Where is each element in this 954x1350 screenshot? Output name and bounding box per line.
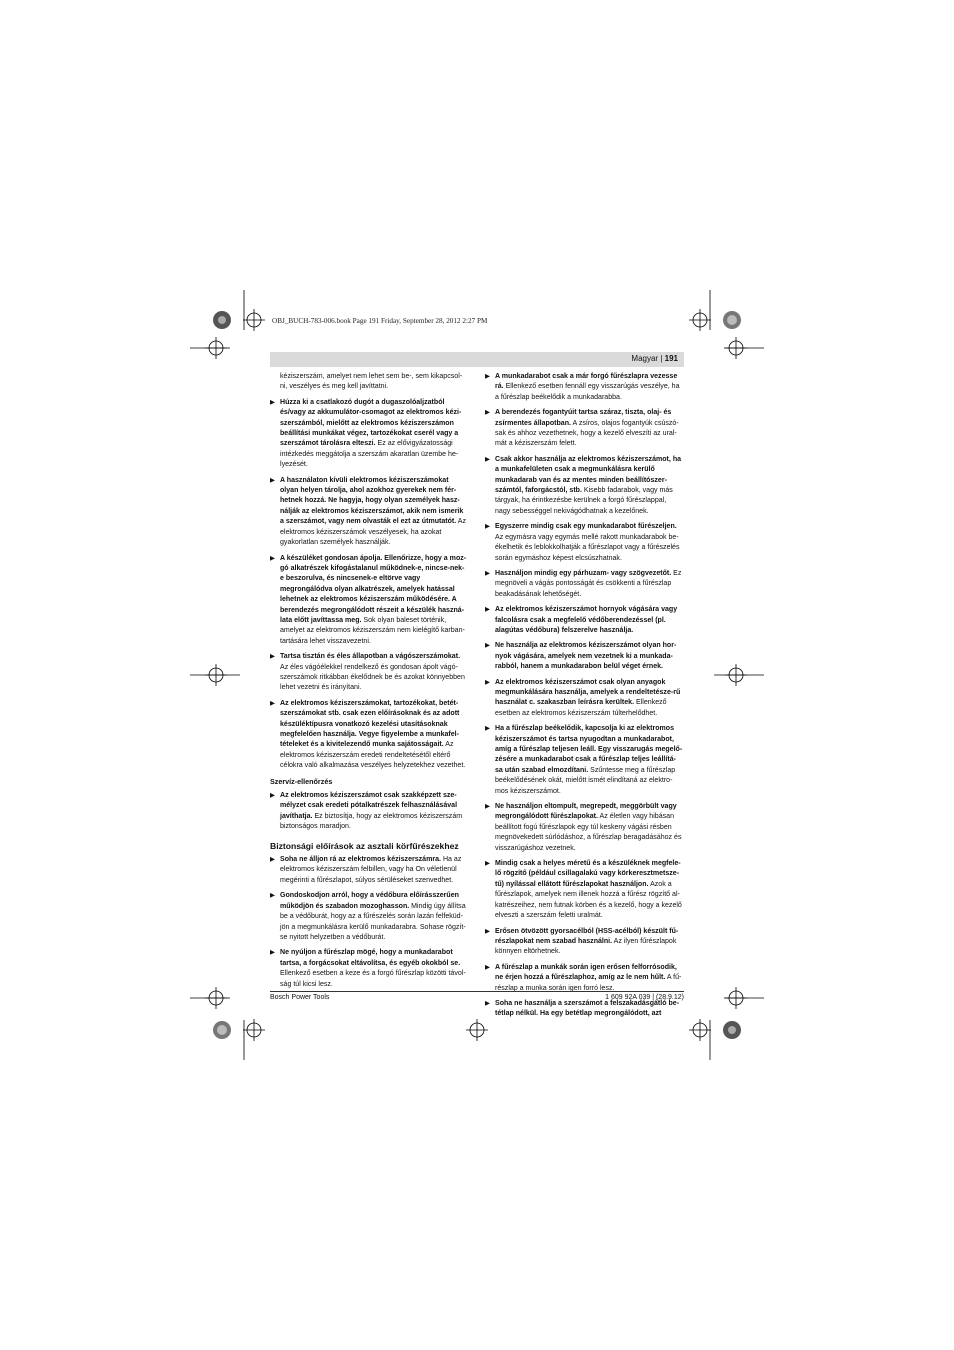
bullet-arrow-icon: ▶ [485,523,490,531]
bullet-text: Ellenkező esetben a keze és a forgó fűrészlap közötti távol-ság túl kicsi lesz. [280,970,466,988]
bullet-arrow-icon: ▶ [485,409,490,417]
bullet-item [485,605,683,636]
bullet-bold-text: Húzza ki a csatlakozó dugót a dugaszolóaljzatból és/vagy az akkumulátor-csomagot az elektromos kézi-szerszámból, mielőtt az elektromos kéziszerszámon beállítási munkákat végez, tartozékokat cserél vagy a szerszámot tárolásra elteszi. [280,398,462,448]
bullet-item [270,699,468,772]
bullet-text: Ellenkező esetben az elektromos kéziszerszám túlterhelődhet. [495,699,667,717]
bullet-item [485,455,683,517]
bullet-bold-text: Ne nyúljon a fűrészlap mögé, hogy a munkadarabot tartsa, a forgácsokat eltávolítsa, és egyéb okokból se. [280,949,461,967]
bullet-item [485,641,683,672]
bullet-arrow-icon: ▶ [485,999,490,1007]
bullet-item [485,963,683,994]
bullet-bold-text: Csak akkor használja az elektromos kéziszerszámot, ha a munkafelületen csak a megmunkálásra kerülő munkadarab van és az mentes minden beállítószer-számtól, faforgácstól, stb. [495,455,682,495]
bullet-arrow-icon: ▶ [485,678,490,686]
bullet-text: Az ilyen fűrészlapok könnyen eltörhetnek. [495,937,677,956]
bullet-arrow-icon: ▶ [270,856,275,864]
page-header [631,354,678,363]
bullet-item [270,855,468,886]
bullet-text: Az elektromos kéziszerszámok veszélyesek, ha azokat gyakorlatlan személyek használják. [280,518,467,547]
right-item-list [485,372,683,1020]
bullet-item [270,398,468,471]
bullet-item [270,948,468,990]
bullet-item [485,724,683,797]
bullet-text: Kisebb fadarabok, vagy más tárgyak, ha érintkezésbe kerülnek a forgó fűrészlappal, nagy sebességgel nekivágódhatnak a kezelőnek. [495,487,673,515]
bullet-text: Mindig úgy állítsa be a védőburát, hogy az a fűrészelés során lazán felfeküd-jön a megmunkálásra kerülő munkadarabra. Sohase rögzít-se nyitott helyzetben a védőburát. [280,902,466,941]
intro-paragraph: kéziszerszám, amelyet nem lehet sem be-, sem kikapcsol-ni, veszélyes és meg kell javíttatni. [280,373,463,391]
bullet-text: Az elektromos kéziszerszám eredeti rendeltetésétől eltérő célokra való alkalmazása veszélyes helyzetekhez vezethet. [280,741,466,770]
bullet-item [485,802,683,854]
bullet-arrow-icon: ▶ [485,927,490,935]
bullet-text: Szűntesse meg a fűrészlap beékelődésének okát, mielőtt ismét elindítaná az elektro-mos kéziszerszámot. [495,766,676,795]
bullet-arrow-icon: ▶ [270,949,275,957]
bullet-item [485,927,683,958]
bullet-text: Ez az elővigyázatossági intézkedés meggátolja a szerszám akaratlan üzembe he-lyezését. [280,440,459,469]
page-number: 191 [664,354,678,363]
header-separator: | [658,354,665,363]
bullet-arrow-icon: ▶ [270,554,275,562]
bullet-item [485,859,683,921]
bullet-text: A fű-részlap a munka során igen forró lesz. [495,974,682,992]
bullet-item [485,999,683,1020]
bullet-item [485,678,683,720]
bullet-item [485,522,683,564]
bullet-text: Ha az elektromos kéziszerszám felbillen, vagy ha On véletlenül megérinti a fűrészlapot, súlyos sérüléseket szenvedhet. [280,856,462,884]
bullet-arrow-icon: ▶ [485,455,490,463]
right-column [485,372,683,1025]
bullet-bold-text: Használjon mindig egy párhuzam- vagy szögvezetőt. [495,569,672,577]
bullet-arrow-icon: ▶ [485,569,490,577]
bullet-text: Az életlen vagy hibásan beállított fogú fűrészlapok egy túl keskeny vágási résben megnövekedett súrlódáshoz, a fűrészlap beragadásához és visszarúgáshoz vezetnek. [495,813,682,852]
bullet-bold-text: Egyszerre mindig csak egy munkadarabot fűrészeljen. [495,523,677,531]
section-heading: Biztonsági előírások az asztali körfűrészekhez [270,840,459,851]
footer-doc-number: 1 609 92A 039 | (28.9.12) [605,994,684,1001]
bullet-bold-text: A fűrészlap a munkák során igen erősen felforrósodik, ne érjen hozzá a fűrészlaphoz, amíg az le nem hűlt. [495,963,677,982]
bullet-arrow-icon: ▶ [485,860,490,868]
print-job-header: OBJ_BUCH-783-006.book Page 191 Friday, September 28, 2012 2:27 PM [272,317,488,325]
footer-rule [270,991,684,992]
bullet-bold-text: A használaton kívüli elektromos kéziszerszámokat olyan helyen tárolja, ahol azokhoz gyerekek nem fér-hetnek hozzá. Ne hagyja, hogy olyan személyek hasz-nálják az elektromos kéziszerszámot, akik nem ismerik a szerszámot, vagy nem olvasták el ezt az útmutatót. [280,476,464,526]
bullet-arrow-icon: ▶ [485,642,490,650]
bullet-item [270,652,468,694]
left-column [270,372,468,995]
bullet-item [270,791,468,833]
bullet-bold-text: Soha ne álljon rá az elektromos kéziszerszámra. [280,856,441,864]
bullet-arrow-icon: ▶ [270,653,275,661]
bullet-arrow-icon: ▶ [270,398,275,406]
page-header-bar [270,352,684,367]
bullet-bold-text: A berendezés fogantyúit tartsa száraz, tiszta, olaj- és zsírmentes állapotban. [495,409,672,427]
bullet-arrow-icon: ▶ [485,725,490,733]
bullet-bold-text: Az elektromos kéziszerszámot csak szakképzett sze-mélyzet csak eredeti pótalkatrészek felhasználásával javíthatja. [280,792,458,820]
bullet-bold-text: Erősen ötvözött gyorsacélból (HSS-acélból) készült fű-részlapokat nem szabad használni. [495,927,679,945]
bullet-item [485,408,683,450]
bullet-bold-text: Az elektromos kéziszerszámokat, tartozékokat, betét-szerszámokat stb. csak ezen előírásoknak és az adott készüléktípusra vonatkozó kezelési utasításoknak megfelelően használja. Vegye figyelembe a munkafel-tételeket és a kivitelezendő munka sajátosságait. [280,699,460,749]
bullet-text: Ellenkező esetben fennáll egy visszarúgás veszélye, ha a fűrészlap beékelődik a munkadarabba. [495,383,680,401]
footer-brand: Bosch Power Tools [270,994,330,1001]
bullet-arrow-icon: ▶ [485,803,490,811]
bullet-arrow-icon: ▶ [270,476,275,484]
bullet-text: Az éles vágóélekkel rendelkező és gondosan ápolt vágó-szerszámok ritkábban ékelődnek be és azokat könnyebben lehet vezetni és irányítani. [280,663,465,692]
language-label: Magyar [631,354,659,363]
bullet-arrow-icon: ▶ [270,792,275,800]
bullet-bold-text: Ne használjon eltompult, megrepedt, meggörbült vagy megrongálódott fűrészlapokat. [495,803,677,821]
bullet-arrow-icon: ▶ [485,373,490,380]
bullet-bold-text: Mindig csak a helyes méretű és a készüléknek megfele-lő rögzítő (például csillagalakú vagy körkeresztmetsze-tű) nyílással ellátott fűrészlapokat használjon. [495,860,681,888]
section-item-list [270,855,468,990]
bullet-bold-text: Ha a fűrészlap beékelődik, kapcsolja ki az elektromos kéziszerszámot és tartsa nyugodtan a munkadarabot, amíg a fűrészlap teljesen leáll. Egy visszarugás megelő-zésére a munkadarabot csak a fűrészlap teljes leállítá-sa után szabad elmozdítani. [495,725,683,774]
bullet-arrow-icon: ▶ [270,892,275,900]
bullet-item [485,569,683,600]
bullet-bold-text: Gondoskodjon arról, hogy a védőbura előírásszerűen működjön és szabadon mozoghasson. [280,892,459,910]
bullet-bold-text: Az elektromos kéziszerszámot hornyok vágására vagy falcolásra csak a megfelelő védőberendezéssel (pl. alagútas védőbura) felszerelve használja. [495,606,678,634]
service-item-list [270,791,468,833]
bullet-text: Azok a fűrészlapok, amelyek nem illenek hozzá a fűrész rögzítő al-katrészeihez, nem futnak körben és a kezelő, hogy a kezelő elveszti a szerszám feletti uralmát. [495,880,682,920]
bullet-bold-text: A készüléket gondosan ápolja. Ellenőrizze, hogy a moz-gó alkatrészek kifogástalanul működnek-e, nincse-nek-e beszorulva, és nincsenek-e eltörve vagy megrongálódva olyan alkatrészek, amelyek hatással lehetnek az elektromos kéziszerszám működésére. A berendezés megrongálódott részeit a készülék haszná-lata előtt javíttassa meg. [280,554,467,624]
bullet-bold-text: Tartsa tisztán és éles állapotban a vágószerszámokat. [280,653,461,661]
bullet-arrow-icon: ▶ [485,606,490,614]
bullet-text: Ez biztosítja, hogy az elektromos kéziszerszám biztonságos maradjon. [280,812,463,831]
bullet-text: A zsíros, olajos fogantyúk csúszó-sak és ahhoz vezethetnek, hogy a kezelő elveszíti az ural-mát a kéziszerszám felett. [495,419,679,448]
bullet-bold-text: A munkadarabot csak a már forgó fűrészlapra vezesse rá. [495,373,678,391]
bullet-text: Ez megnöveli a vágás pontosságát és csökkenti a fűrészlap beakadásának lehetőségét. [495,569,682,598]
left-item-list [270,398,468,772]
bullet-item [270,554,468,648]
bullet-bold-text: Soha ne használja a szerszámot a felszakadásgátló be-tétlap nélkül. Ha egy betétlap megrongálódott, azt [495,999,680,1018]
bullet-item [270,476,468,549]
bullet-bold-text: Az elektromos kéziszerszámot csak olyan anyagok megmunkálására használja, amelyek a rendeltetésze-rű használat c. szakaszban leírásra kerültek. [495,678,681,707]
bullet-arrow-icon: ▶ [485,963,490,971]
bullet-item [485,372,683,403]
service-heading: Szervíz-ellenőrzés [270,776,333,786]
bullet-arrow-icon: ▶ [270,699,275,707]
bullet-text: Az egymásra vagy egymás mellé rakott munkadarabok be-ékelhetik és leblokkolhatják a fűrészlapot vagy a fűrészelés során egymáshoz képest elcsúszhatnak. [495,533,680,562]
bullet-bold-text: Ne használja az elektromos kéziszerszámot olyan hor-nyok vágására, amelyek nem vezetnek ki a munkada-rabból, hanem a munkadarabon belül véget érnek. [495,642,677,671]
bullet-text: Sok olyan baleset történik, amelyet az elektromos kéziszerszám nem kielégítő karban-tartására lehet visszavezetni. [280,616,465,645]
bullet-item [270,891,468,943]
